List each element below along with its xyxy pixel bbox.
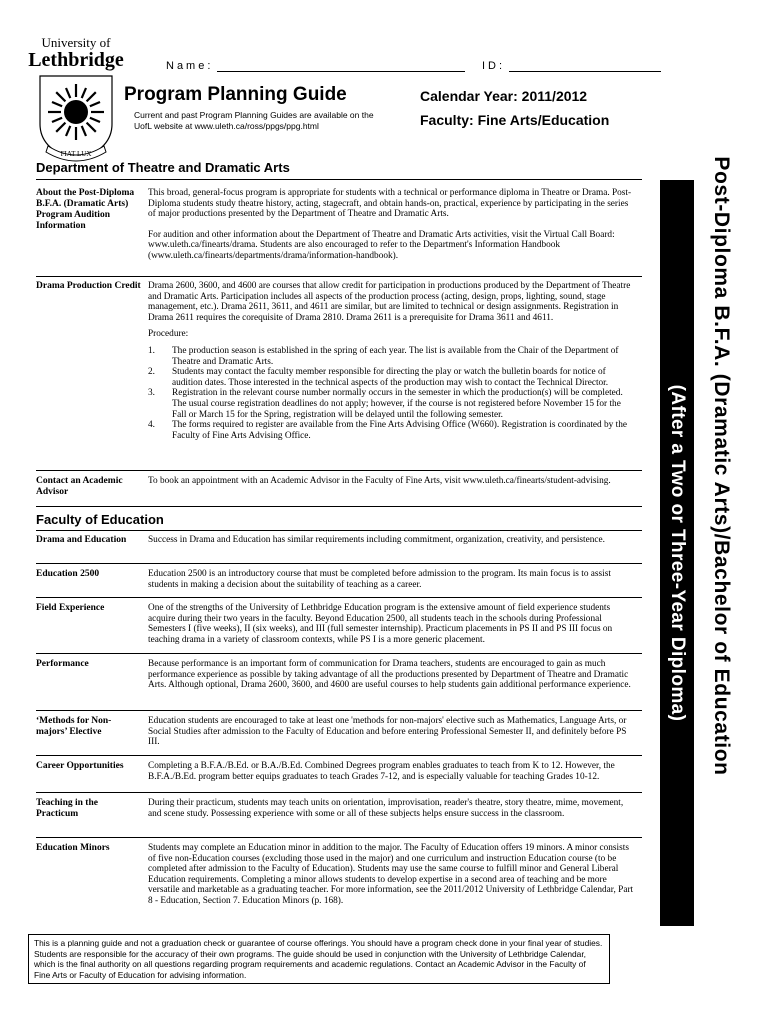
logo-line1: University of: [41, 35, 111, 50]
row-label: Drama and Education: [36, 535, 127, 545]
about-paragraph-1: This broad, general-focus program is appropriate for students with a technical or performance diploma in Theatre or Drama. Post-Diploma students study theatre history, acting, stagecraft, and obtain hands-on, practical, experience by participating in the series of major productions presented by the Department of Theatre and Dramatic Arts.: [148, 188, 632, 220]
page-title: Program Planning Guide: [124, 84, 347, 105]
row-label: Teaching in the Practicum: [36, 798, 98, 819]
row-divider: [36, 792, 642, 793]
row-label: Field Experience: [36, 603, 105, 613]
drama-paragraph: Drama 2600, 3600, and 4600 are courses that allow credit for participation in productions produced by the Department of Theatre and Dramatic Arts. Participation includes all aspects of the production process (acting, design, props, lighting, sound, stage management, etc.). Drama 2611, 3611, and 4611 are similar, but are limited to technical or design assignments. Registration in Drama 2611 requires the corequisite of Drama 2810. Drama 2611 is a prerequisite for Drama 3611 and 4611.: [148, 281, 631, 323]
row-divider: [36, 710, 642, 711]
list-item: [148, 346, 636, 367]
side-title-band: [660, 180, 694, 926]
row-label: Performance: [36, 659, 89, 669]
row-text: Success in Drama and Education has similar requirements including commitment, organization, creativity, and persistence.: [148, 535, 605, 545]
row-label: About the Post-Diploma B.F.A. (Dramatic Arts) Program Audition Information: [36, 188, 135, 231]
row-text: One of the strengths of the University of Lethbridge Education program is the extensive amount of field experience students acquire during their two years in the faculty. Beyond Education 2500, all students teach in the schools during Professional Semesters I (five weeks), II (six weeks), and III (full semester internship). Practicum placements in PS II and PS III focus on teaching drama in a variety of classroom contexts, while PS I is a more generic placement.: [148, 603, 613, 645]
section-divider: [36, 530, 642, 531]
row-text: Students may complete an Education minor in addition to the major. The Faculty of Education offers 19 minors. A minor consists of five non-Education courses (excluding those used in the major) and one curriculum and instruction Education course (to be completed after admission to the Faculty of Education). Students may use the same course to fulfill minor and General Liberal Education requirements. Completing a minor allows students to develop expertise in a second area of teaching and be more versatile and marketable as a graduating teacher. For more information, see the 2011/2012 University of Lethbridge Calendar, Part 8 - Education, Section 7. Education Minors (p. 168).: [148, 843, 634, 906]
id-label: ID:: [482, 60, 506, 72]
name-underline[interactable]: [217, 61, 465, 72]
list-item: [148, 367, 636, 388]
side-title-band-text: (After a Two or Three-Year Diploma): [667, 384, 688, 722]
row-text: Because performance is an important form of communication for Drama teachers, students are encouraged to gain as much performance experience as possible by taking advantage of all the productions presented by Department of Theatre and Dramatic Arts. Although optional, Drama 2600, 3600, and 4600 are useful courses to help students gain additional performance experience.: [148, 659, 631, 691]
logo-line2: Lethbridge: [28, 49, 124, 71]
page-subtitle: Current and past Program Planning Guides are available on the UofL website at www.uleth.ca/ross/ppgs/ppg.html: [134, 110, 374, 131]
row-label: ‘Methods for Non-majors’ Elective: [36, 716, 112, 737]
row-label: Drama Production Credit: [36, 281, 141, 291]
row-divider: [36, 755, 642, 756]
row-divider: [36, 276, 642, 277]
id-underline[interactable]: [509, 61, 661, 72]
section-heading-education: Faculty of Education: [36, 512, 164, 527]
row-text: During their practicum, students may teach units on orientation, improvisation, reader's theatre, story theatre, mime, movement, and scene study. Possessing experience with some or all of these subjects helps ensure success in the classroom.: [148, 798, 624, 819]
disclaimer-box: This is a planning guide and not a graduation check or guarantee of course offerings. You should have a program check done in your final year of studies. Students are responsible for the accuracy of their own programs. The guide should be used in conjunction with the University of Lethbridge Calendar, which is the final authority on all questions regarding program requirements and academic regulations. Contact an Academic Advisor in the Faculty of Fine Arts or Faculty of Education for advising information.: [28, 934, 610, 984]
name-field[interactable]: [166, 60, 465, 72]
list-number: 4.: [148, 420, 155, 431]
id-field[interactable]: [482, 60, 661, 72]
row-text: [148, 188, 636, 268]
row-divider: [36, 563, 642, 564]
list-text: Students may contact the faculty member responsible for directing the play or watch the bulletin boards for notice of audition dates. Those interested in the technical aspects of the production may wish to contact the Technical Director.: [172, 367, 609, 388]
row-divider: [36, 837, 642, 838]
list-text: The production season is established in the spring of each year. The list is available from the Chair of the Department of Theatre and Dramatic Arts.: [172, 345, 619, 367]
side-title-outer-text: Post-Diploma B.F.A. (Dramatic Arts)/Bachelor of Education: [710, 156, 733, 776]
row-divider: [36, 597, 642, 598]
faculty-name: Faculty: Fine Arts/Education: [420, 112, 610, 128]
row-label: Education 2500: [36, 569, 100, 579]
logo-motto: FIAT LUX: [60, 150, 92, 158]
procedure-list: [148, 346, 636, 441]
calendar-year: Calendar Year: 2011/2012: [420, 88, 588, 104]
list-item: [148, 388, 636, 420]
row-label: Education Minors: [36, 843, 110, 853]
row-text: To book an appointment with an Academic Advisor in the Faculty of Fine Arts, visit www.uleth.ca/finearts/student-advising.: [148, 476, 611, 486]
row-label: Contact an Academic Advisor: [36, 476, 123, 497]
name-label: Name:: [166, 60, 214, 72]
university-logo: [26, 36, 126, 164]
list-text: The forms required to register are available from the Fine Arts Advising Office (W660). Registration is coordinated by the Faculty of Fine Arts Advising Office.: [172, 420, 627, 441]
row-text: [148, 281, 636, 441]
section-divider: [36, 179, 642, 180]
list-number: 2.: [148, 367, 155, 378]
section-divider: [36, 506, 642, 507]
list-number: 1.: [148, 345, 155, 356]
section-heading-theatre: Department of Theatre and Dramatic Arts: [36, 160, 290, 175]
row-label: Career Opportunities: [36, 761, 124, 771]
row-text: Education students are encouraged to take at least one 'methods for non-majors' elective such as Mathematics, Language Arts, or Social Studies after admission to the Faculty of Education and before entering Professional Semester II, and definitely before PS III.: [148, 716, 627, 748]
sun-crest-icon: [34, 72, 118, 164]
list-number: 3.: [148, 388, 155, 399]
side-title-outer: [700, 26, 742, 906]
row-text: Completing a B.F.A./B.Ed. or B.A./B.Ed. Combined Degrees program enables graduates to teach from K to 12. However, the B.F.A./B.Ed. program better equips graduates to teach Grades 7-12, and is especially valuable for teaching Grades 10-12.: [148, 761, 615, 782]
row-divider: [36, 470, 642, 471]
list-text: Registration in the relevant course number normally occurs in the semester in which the production(s) will be completed. The usual course registration deadlines do not apply; however, if the course is not registered before November 15 for the Fall or March 15 for the Spring, registration will be delayed until the following semester.: [172, 388, 623, 420]
about-paragraph-2: For audition and other information about the Department of Theatre and Dramatic Arts activities, visit the Virtual Call Board: www.uleth.ca/finearts/drama. Students are also encouraged to refer to the Department's Information Handbook (www.uleth.ca/finearts/departments/drama/information-handbook).: [148, 229, 615, 261]
row-text: Education 2500 is an introductory course that must be completed before admission to the program. Its main focus is to assist students in making a decision about the suitability of teaching as a career.: [148, 569, 611, 590]
row-divider: [36, 653, 642, 654]
procedure-label: Procedure:: [148, 329, 189, 340]
list-item: [148, 420, 636, 441]
